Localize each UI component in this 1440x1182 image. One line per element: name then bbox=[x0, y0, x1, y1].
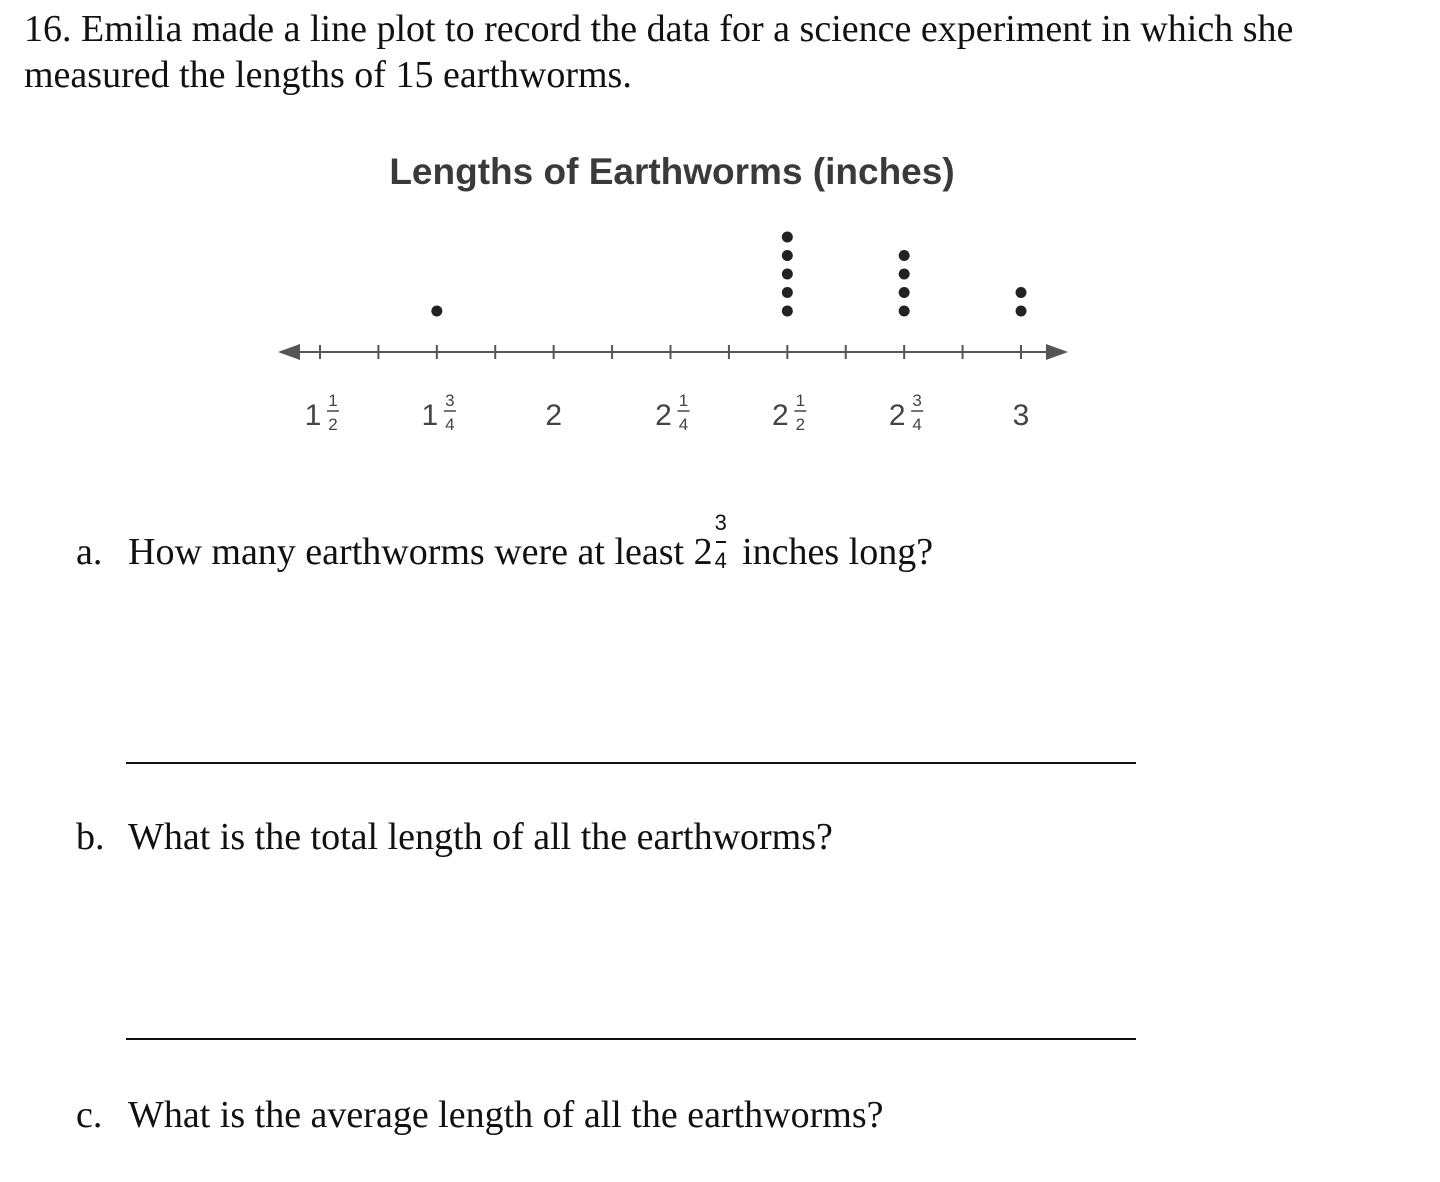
data-dot bbox=[899, 287, 910, 298]
part-a-text-before: How many earthworms were at least 2 bbox=[128, 531, 713, 573]
question-part-c bbox=[76, 1092, 883, 1138]
data-dot bbox=[782, 287, 793, 298]
data-dot bbox=[1016, 287, 1027, 298]
axis-arrow-right bbox=[1046, 344, 1068, 360]
data-dot bbox=[782, 306, 793, 317]
plot-title: Lengths of Earthworms (inches) bbox=[389, 151, 955, 192]
part-b-letter: b. bbox=[76, 816, 105, 858]
tick-label-whole: 2 bbox=[545, 399, 563, 432]
part-a-frac-denominator: 4 bbox=[714, 548, 727, 573]
tick-label-denominator: 2 bbox=[328, 415, 338, 434]
question-part-b bbox=[76, 814, 833, 860]
tick-label bbox=[305, 391, 339, 434]
data-dot bbox=[782, 232, 793, 243]
tick-label bbox=[655, 391, 689, 434]
data-dot bbox=[1016, 306, 1027, 317]
tick-label-denominator: 4 bbox=[445, 415, 455, 434]
data-dot bbox=[899, 269, 910, 280]
part-a-text-after: inches long? bbox=[732, 531, 934, 573]
tick-label-whole: 1 bbox=[421, 399, 439, 432]
tick-label-numerator: 1 bbox=[678, 391, 689, 410]
tick-label bbox=[772, 391, 806, 434]
data-dot bbox=[431, 306, 442, 317]
part-a-fraction bbox=[713, 510, 733, 573]
number-line-axis bbox=[278, 344, 1068, 360]
tick-labels bbox=[305, 391, 1030, 434]
question-part-a bbox=[76, 510, 934, 575]
tick-label-whole: 1 bbox=[304, 399, 322, 432]
tick-label-whole: 2 bbox=[771, 399, 789, 432]
tick-label bbox=[1013, 399, 1030, 432]
tick-label-numerator: 3 bbox=[912, 391, 922, 410]
data-dot bbox=[782, 250, 793, 261]
tick-label-denominator: 4 bbox=[678, 415, 689, 434]
data-dot bbox=[899, 306, 910, 317]
tick-label bbox=[889, 391, 923, 434]
answer-line-b[interactable] bbox=[126, 1038, 1136, 1040]
tick-label-whole: 2 bbox=[888, 399, 906, 432]
tick-label-denominator: 4 bbox=[912, 415, 922, 434]
data-dots bbox=[431, 232, 1026, 317]
data-dot bbox=[782, 269, 793, 280]
part-a-frac-numerator: 3 bbox=[714, 510, 727, 535]
part-a-frac-bar bbox=[716, 541, 726, 543]
tick-label-whole: 2 bbox=[655, 399, 672, 432]
answer-line-a[interactable] bbox=[126, 762, 1136, 764]
part-a-letter: a. bbox=[76, 531, 103, 573]
part-c-text: What is the average length of all the earthworms? bbox=[128, 1094, 884, 1136]
question-text: 16. Emilia made a line plot to record the data for a science experiment in which she measured the lengths of 15 earthworms. bbox=[24, 8, 1294, 96]
tick-label-numerator: 3 bbox=[445, 391, 455, 410]
part-c-letter: c. bbox=[76, 1094, 103, 1136]
tick-label bbox=[545, 399, 562, 432]
axis-arrow-left bbox=[278, 344, 300, 360]
data-dot bbox=[899, 250, 910, 261]
part-b-text: What is the total length of all the earthworms? bbox=[128, 816, 833, 858]
tick-label-numerator: 1 bbox=[795, 391, 806, 410]
tick-label bbox=[421, 391, 455, 434]
tick-label-whole: 3 bbox=[1012, 399, 1030, 432]
tick-label-denominator: 2 bbox=[795, 415, 806, 434]
tick-label-numerator: 1 bbox=[328, 391, 338, 410]
